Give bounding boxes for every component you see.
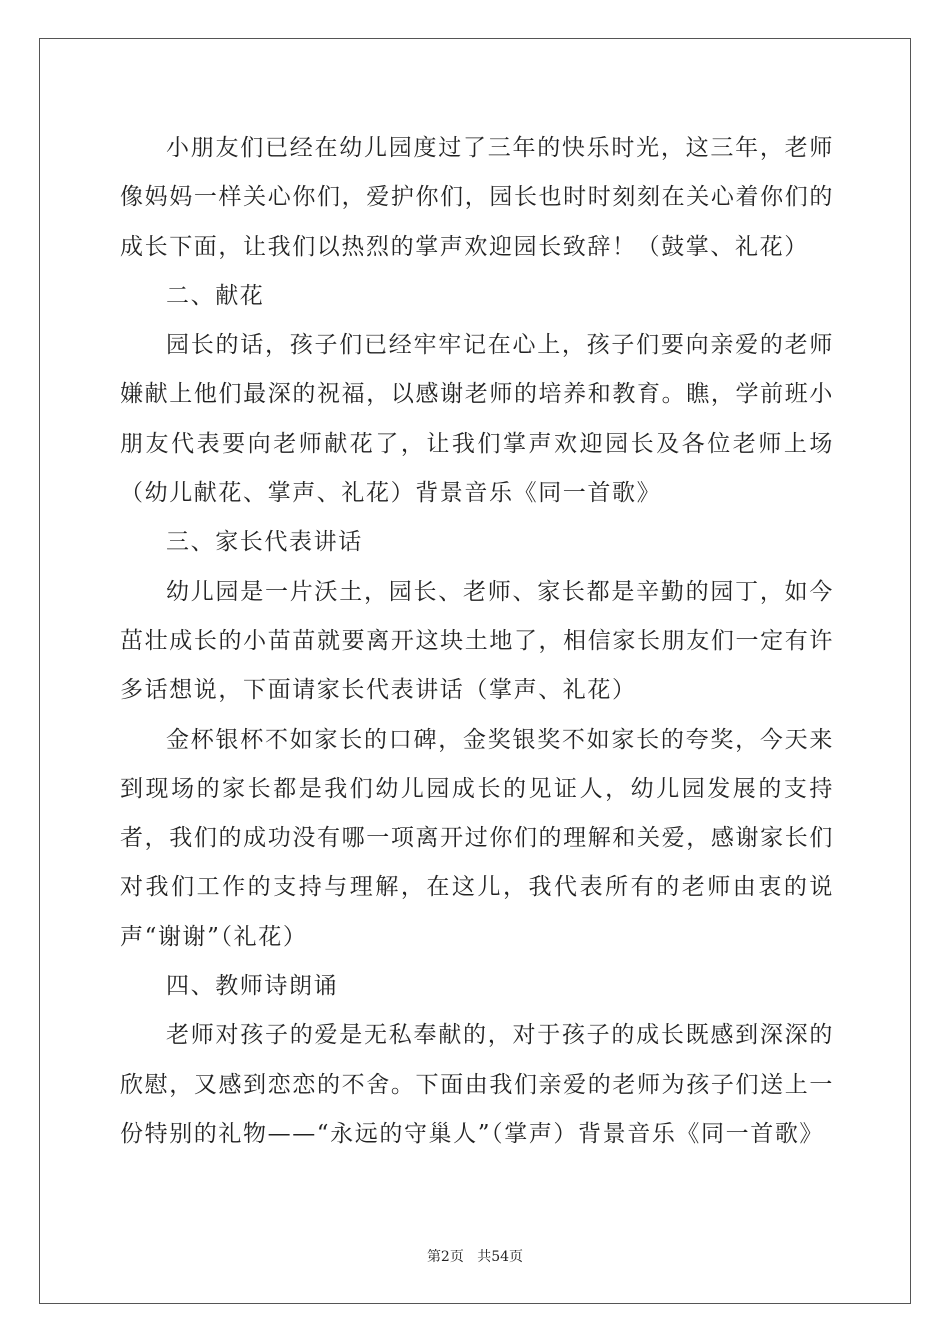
page-total: 共54页 xyxy=(477,1249,524,1265)
section-heading: 三、家长代表讲话 xyxy=(166,529,363,556)
paragraph: 园长的话，孩子们已经牢牢记在心上，孩子们要向亲爱的老师嫌献上他们最深的祝福，以感谢老师的培养和教育。瞧，学前班小朋友代表要向老师献花了，让我们掌声欢迎园长及各位老师上场（幼儿献花、掌声、礼花）背景音乐《同一首歌》 xyxy=(120,332,834,507)
page-number: 第2页 xyxy=(426,1249,464,1265)
section-heading: 四、教师诗朗诵 xyxy=(166,973,339,1000)
paragraph: 金杯银杯不如家长的口碑，金奖银奖不如家长的夸奖，今天来到现场的家长都是我们幼儿园成长的见证人，幼儿园发展的支持者，我们的成功没有哪一项离开过你们的理解和关爱，感谢家长们对我们工作的支持与理解，在这儿，我代表所有的老师由衷的说声“谢谢”（礼花） xyxy=(120,726,834,950)
paragraph: 幼儿园是一片沃土，园长、老师、家长都是辛勤的园丁，如今茁壮成长的小苗苗就要离开这块土地了，相信家长朋友们一定有许多话想说，下面请家长代表讲话（掌声、礼花） xyxy=(120,578,834,704)
paragraph: 老师对孩子的爱是无私奉献的，对于孩子的成长既感到深深的欣慰，又感到恋恋的不舍。下面由我们亲爱的老师为孩子们送上一份特别的礼物——“永远的守巢人”（掌声）背景音乐《同一首歌》 xyxy=(120,1022,834,1147)
page-footer xyxy=(0,1246,950,1266)
paragraph: 小朋友们已经在幼儿园度过了三年的快乐时光，这三年，老师像妈妈一样关心你们，爱护你们，园长也时时刻刻在关心着你们的成长下面，让我们以热烈的掌声欢迎园长致辞！（鼓掌、礼花） xyxy=(120,135,834,260)
document-body xyxy=(120,124,834,1159)
section-heading: 二、献花 xyxy=(166,282,265,309)
